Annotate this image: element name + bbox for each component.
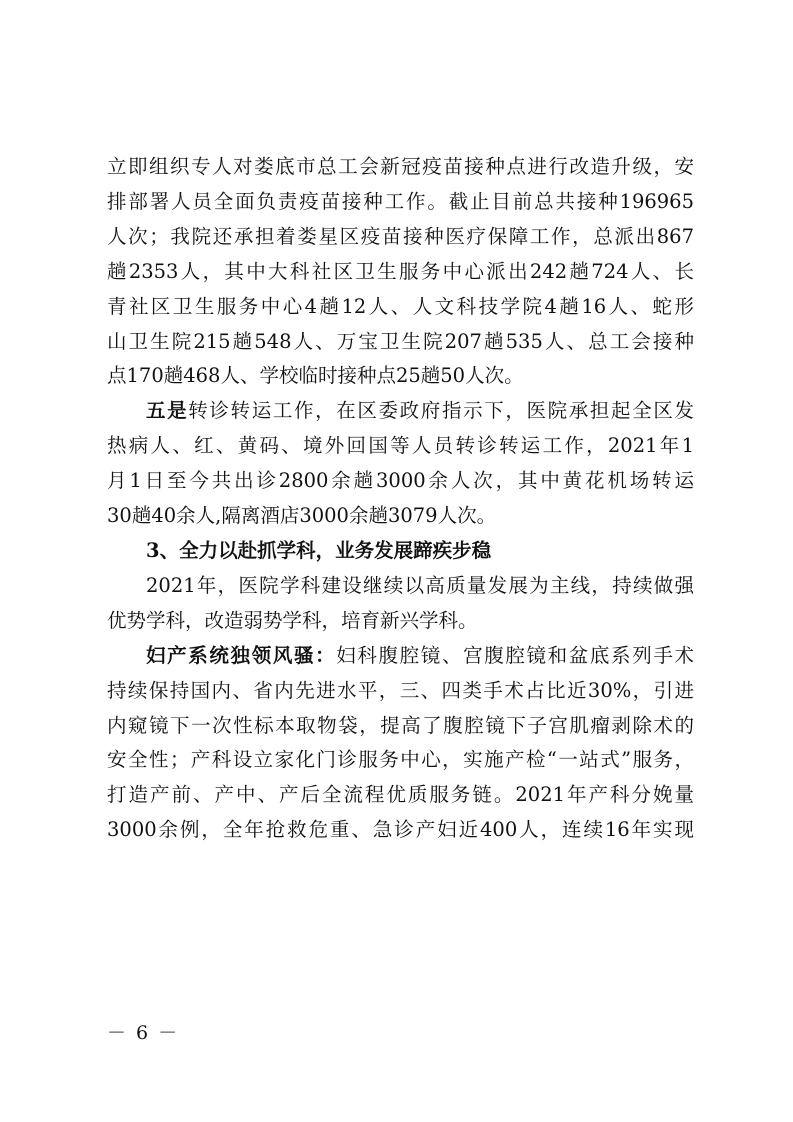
- text-line: 青社区卫生服务中心4趟12人、人文科技学院4趟16人、蛇形: [107, 294, 694, 318]
- text-line: 趟2353人，其中大科社区卫生服务中心派出242趟724人、长: [107, 259, 694, 283]
- text-line: 持续保持国内、省内先进水平，三、四类手术占比近30%，引进: [107, 678, 694, 702]
- paragraph-discipline: [107, 569, 694, 639]
- text-line: 月1日至今共出诊2800余趟3000余人次，其中黄花机场转运: [107, 469, 694, 493]
- paragraph-obstetrics: [107, 639, 694, 848]
- text-line: 2021年，医院学科建设继续以高质量发展为主线，持续做强: [146, 573, 694, 597]
- text-line: 热病人、红、黄码、境外回国等人员转诊转运工作，2021年1: [107, 434, 694, 458]
- text-line: [107, 639, 694, 674]
- text-line: 打造产前、产中、产后全流程优质服务链。2021年产科分娩量: [107, 783, 694, 807]
- text-line: 30趟40余人,隔离酒店3000余趟3079人次。: [107, 504, 497, 528]
- text-line: [107, 394, 694, 429]
- paragraph-transfer: [107, 394, 694, 534]
- body-text: [107, 150, 694, 848]
- paragraph-lead: 妇产系统独领风骚：: [146, 643, 337, 667]
- paragraph-vaccination: [107, 150, 694, 394]
- text-line: 人次；我院还承担着娄星区疫苗接种医疗保障工作，总派出867: [107, 224, 694, 248]
- text-line: 优势学科，改造弱势学科，培育新兴学科。: [107, 608, 478, 632]
- text-fragment: 转诊转运工作，在区委政府指示下，医院承担起全区发: [188, 399, 694, 423]
- text-fragment: 妇科腹腔镜、宫腹腔镜和盆底系列手术: [336, 643, 694, 667]
- text-line: 安全性；产科设立家化门诊服务中心，实施产检“一站式”服务，: [107, 748, 694, 772]
- paragraph-lead: 五是: [146, 399, 189, 423]
- text-line: 排部署人员全面负责疫苗接种工作。截止目前总共接种196965: [107, 189, 694, 213]
- text-line: 立即组织专人对娄底市总工会新冠疫苗接种点进行改造升级，安: [107, 155, 694, 178]
- section-heading: 3、全力以赴抓学科，业务发展蹄疾步稳: [146, 538, 492, 562]
- text-line: 山卫生院215趟548人、万宝卫生院207趟535人、总工会接种: [107, 329, 694, 353]
- page-number: － 6 －: [107, 1022, 180, 1044]
- text-line: 3000余例，全年抢救危重、急诊产妇近400人，连续16年实现: [107, 818, 694, 842]
- text-line: 点170趟468人、学校临时接种点25趟50人次。: [107, 364, 524, 388]
- text-line: 内窥镜下一次性标本取物袋，提高了腹腔镜下子宫肌瘤剥除术的: [107, 713, 694, 737]
